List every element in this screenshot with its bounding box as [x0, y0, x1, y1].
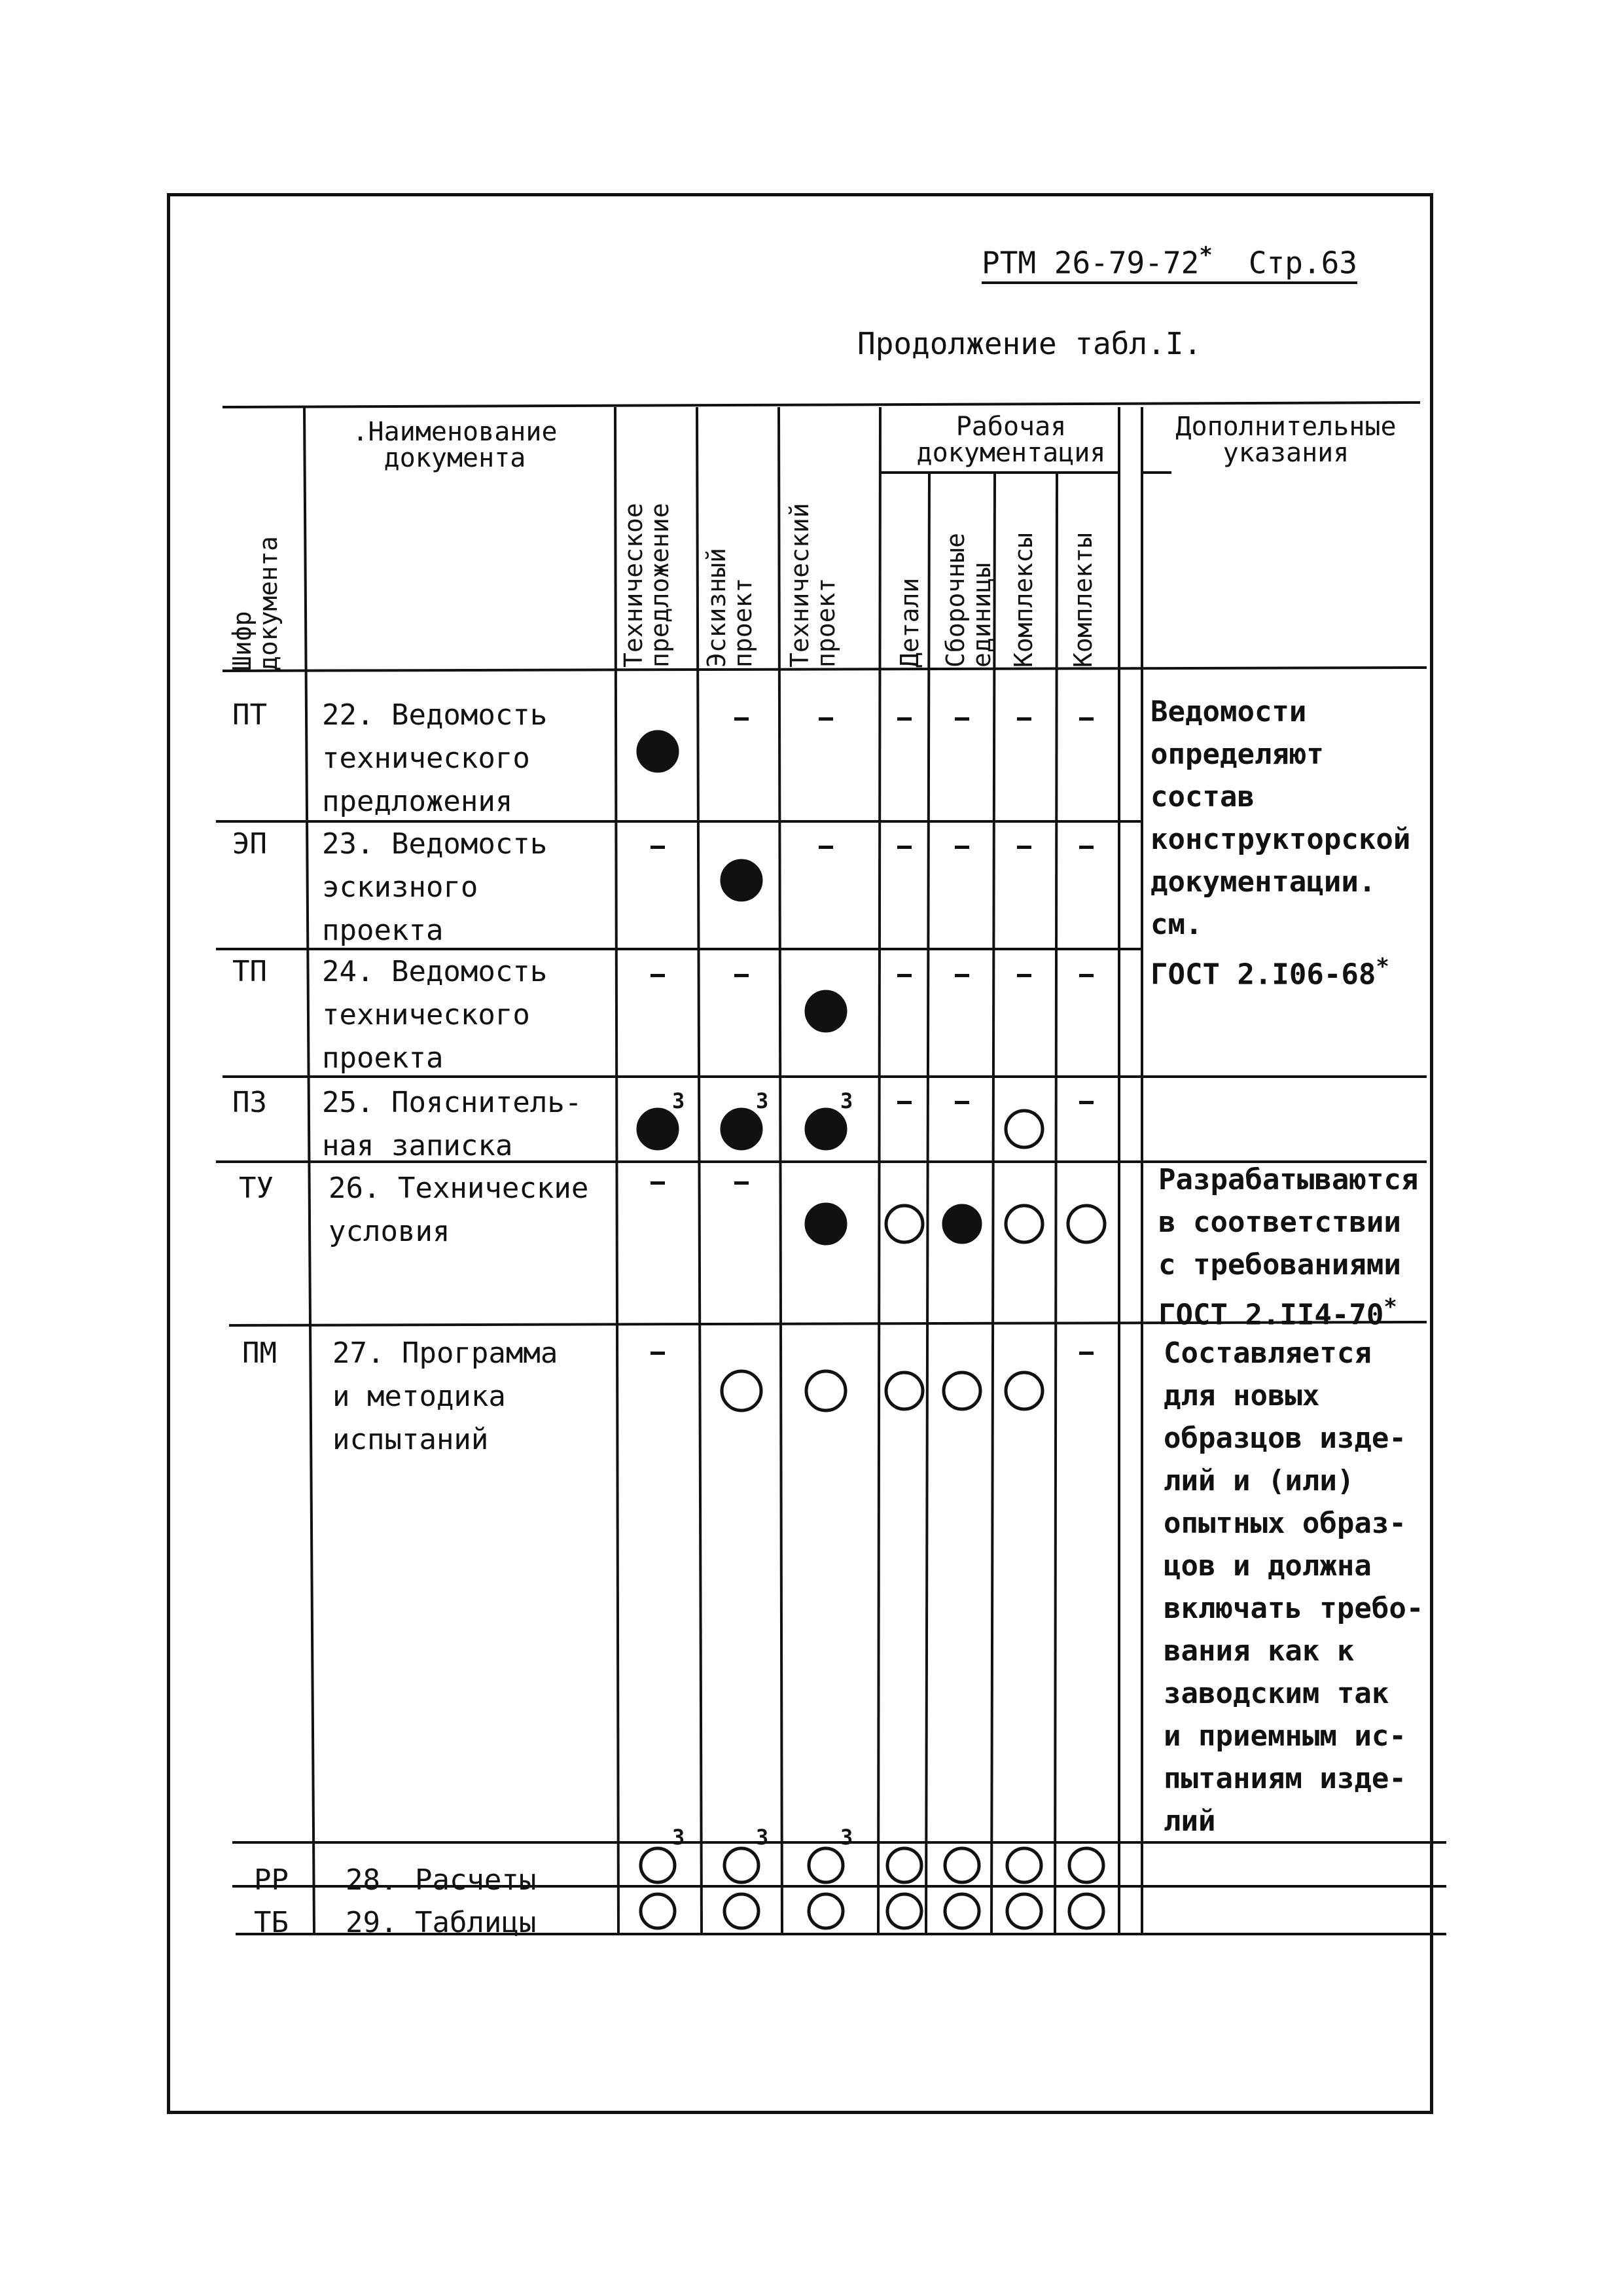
- filled-circle-icon: [719, 1107, 764, 1151]
- dash-mark: [1017, 846, 1031, 849]
- filled-circle-icon: [635, 729, 680, 774]
- dash-mark: [897, 717, 912, 721]
- open-circle-icon: [1003, 1370, 1045, 1412]
- header-working-docs: Рабочая документация: [916, 412, 1106, 468]
- dash-mark: [1079, 974, 1094, 977]
- open-circle-icon: [722, 1846, 761, 1885]
- dash-mark: [955, 717, 969, 721]
- circle-shape: [944, 1206, 980, 1242]
- note-tu-text: Разрабатываются в соответствии с требованиями ГОСТ 2.II4-70: [1158, 1163, 1419, 1332]
- circle-shape: [638, 1109, 677, 1149]
- filled-circle-icon: [804, 1107, 848, 1151]
- dash-mark: [1017, 974, 1031, 977]
- row-code-tp: ТП: [232, 955, 267, 988]
- dash-mark: [955, 1101, 969, 1104]
- circle-shape: [1069, 1894, 1103, 1928]
- col-sep-tech-project: [779, 407, 782, 1934]
- superscript-3: 3: [840, 1088, 853, 1113]
- note-tu-mark: *: [1383, 1294, 1397, 1320]
- header-notes: Дополнительные указания: [1175, 412, 1397, 468]
- row-name-27: 27. Программа и методика испытаний: [332, 1336, 558, 1456]
- dash-mark: [897, 974, 912, 977]
- dash-mark: [955, 846, 969, 849]
- row-name-28: 28. Расчеты: [346, 1863, 537, 1897]
- open-circle-icon: [942, 1846, 982, 1885]
- circle-shape: [722, 1371, 761, 1410]
- circle-shape: [809, 1894, 843, 1928]
- superscript-3: 3: [840, 1825, 853, 1850]
- note-pm: Составляется для новых образцов изде- лий и (или) опытных образ- цов и должна включать требо- вания как к заводским так и приемным ис- пытаниям изде- лий: [1164, 1336, 1424, 1838]
- open-circle-icon: [638, 1892, 677, 1931]
- open-circle-icon: [1003, 1203, 1045, 1245]
- dash-mark: [734, 717, 749, 721]
- header-name: .Наименование документа: [352, 417, 558, 473]
- col-sep-sketch: [697, 407, 702, 1934]
- filled-circle-icon: [804, 989, 848, 1033]
- row-name-29: 29. Таблицы: [346, 1906, 537, 1939]
- circle-shape: [806, 1371, 846, 1410]
- dash-mark: [819, 717, 833, 721]
- header-sketch-project: Эскизный проект: [702, 547, 757, 668]
- circle-shape: [806, 992, 846, 1031]
- circle-shape: [1006, 1206, 1043, 1242]
- open-circle-icon: [1067, 1892, 1106, 1931]
- note-tu: [1158, 1158, 1418, 1336]
- circle-shape: [1007, 1848, 1041, 1882]
- circle-shape: [945, 1848, 979, 1882]
- circle-shape: [1069, 1848, 1103, 1882]
- rule-header-bottom: [223, 668, 1427, 671]
- dash-mark: [651, 846, 665, 849]
- page-number: Стр.63: [1248, 245, 1357, 281]
- circle-shape: [638, 732, 677, 771]
- circle-shape: [724, 1894, 758, 1928]
- open-circle-icon: [722, 1892, 761, 1931]
- open-circle-icon: [1005, 1846, 1044, 1885]
- open-circle-icon: [1005, 1892, 1044, 1931]
- dash-mark: [734, 974, 749, 977]
- circle-shape: [945, 1894, 979, 1928]
- table-caption: Продолжение табл.I.: [857, 326, 1202, 361]
- dash-mark: [1079, 1101, 1094, 1104]
- open-circle-icon: [638, 1846, 677, 1885]
- header-kits: Комплекты: [1069, 533, 1097, 668]
- row-code-pt: ПТ: [232, 698, 267, 732]
- open-circle-icon: [885, 1892, 924, 1931]
- dash-mark: [1017, 717, 1031, 721]
- open-circle-icon: [942, 1892, 982, 1931]
- row-code-pm: ПМ: [242, 1336, 277, 1370]
- dash-mark: [897, 846, 912, 849]
- circle-shape: [1006, 1372, 1043, 1409]
- open-circle-icon: [885, 1846, 924, 1885]
- dash-mark: [897, 1101, 912, 1104]
- open-circle-icon: [883, 1203, 925, 1245]
- circle-shape: [641, 1848, 675, 1882]
- circle-shape: [722, 861, 761, 900]
- filled-circle-icon: [804, 1202, 848, 1246]
- open-circle-icon: [804, 1369, 848, 1413]
- col-sep-working: [878, 407, 880, 1934]
- dash-mark: [651, 1181, 665, 1185]
- circle-shape: [887, 1848, 921, 1882]
- circle-shape: [886, 1372, 923, 1409]
- open-circle-icon: [1067, 1846, 1106, 1885]
- circle-shape: [806, 1204, 846, 1244]
- circle-shape: [724, 1848, 758, 1882]
- open-circle-icon: [941, 1370, 983, 1412]
- col-sep-parts: [926, 473, 929, 1934]
- open-circle-icon: [806, 1892, 846, 1931]
- header-code: Шифр документа: [228, 536, 283, 671]
- circle-shape: [722, 1109, 761, 1149]
- row-name-24: 24. Ведомость технического проекта: [322, 955, 548, 1075]
- doc-code: РТМ 26-79-72: [982, 245, 1200, 281]
- row-name-25: 25. Пояснитель- ная записка: [322, 1086, 582, 1162]
- note-vedomosti-mark: *: [1376, 954, 1389, 980]
- circle-shape: [887, 1894, 921, 1928]
- open-circle-icon: [883, 1370, 925, 1412]
- header-assembly-units: Сборочные единицы: [941, 533, 996, 668]
- dash-mark: [1079, 846, 1094, 849]
- circle-shape: [1007, 1894, 1041, 1928]
- row-code-rr: РР: [254, 1863, 289, 1897]
- header-parts: Детали: [895, 577, 924, 668]
- row-name-22: 22. Ведомость технического предложения: [322, 698, 548, 818]
- filled-circle-icon: [635, 1107, 680, 1151]
- superscript-3: 3: [672, 1825, 685, 1850]
- header-tech-proposal: Техническое предложение: [619, 503, 674, 668]
- col-sep-assembly: [991, 473, 995, 1934]
- circle-shape: [886, 1206, 923, 1242]
- circle-shape: [944, 1372, 980, 1409]
- dash-mark: [819, 846, 833, 849]
- dash-mark: [734, 1181, 749, 1185]
- open-circle-icon: [1003, 1108, 1045, 1150]
- row-code-tu: ТУ: [239, 1172, 274, 1205]
- dash-mark: [651, 974, 665, 977]
- dash-mark: [651, 1352, 665, 1355]
- filled-circle-icon: [941, 1203, 983, 1245]
- dash-mark: [955, 974, 969, 977]
- row-code-pz: ПЗ: [232, 1086, 267, 1119]
- col-sep-name: [304, 407, 314, 1934]
- circle-shape: [1006, 1111, 1043, 1147]
- superscript-3: 3: [756, 1088, 769, 1113]
- superscript-3: 3: [672, 1088, 685, 1113]
- col-sep-complexes: [1055, 473, 1057, 1934]
- open-circle-icon: [806, 1846, 846, 1885]
- row-name-23: 23. Ведомость эскизного проекта: [322, 827, 548, 947]
- rule-top: [223, 403, 1420, 407]
- doc-code-mark: *: [1199, 242, 1213, 268]
- dash-mark: [1079, 717, 1094, 721]
- header-tech-project: Технический проект: [785, 503, 840, 668]
- row-code-tb: ТБ: [254, 1906, 289, 1939]
- note-vedomosti-text: Ведомости определяют состав конструкторской документации. см. ГОСТ 2.I06-68: [1150, 695, 1411, 992]
- dash-mark: [1079, 1352, 1094, 1355]
- circle-shape: [809, 1848, 843, 1882]
- header-complexes: Комплексы: [1009, 533, 1038, 668]
- row-name-26: 26. Технические условия: [329, 1172, 589, 1248]
- filled-circle-icon: [719, 858, 764, 903]
- superscript-3: 3: [756, 1825, 769, 1850]
- circle-shape: [641, 1894, 675, 1928]
- circle-shape: [1068, 1206, 1105, 1242]
- circle-shape: [806, 1109, 846, 1149]
- row-code-ep: ЭП: [232, 827, 267, 861]
- col-sep-tech-proposal: [615, 407, 618, 1934]
- note-vedomosti: [1150, 691, 1410, 996]
- open-circle-icon: [1065, 1203, 1107, 1245]
- open-circle-icon: [719, 1369, 764, 1413]
